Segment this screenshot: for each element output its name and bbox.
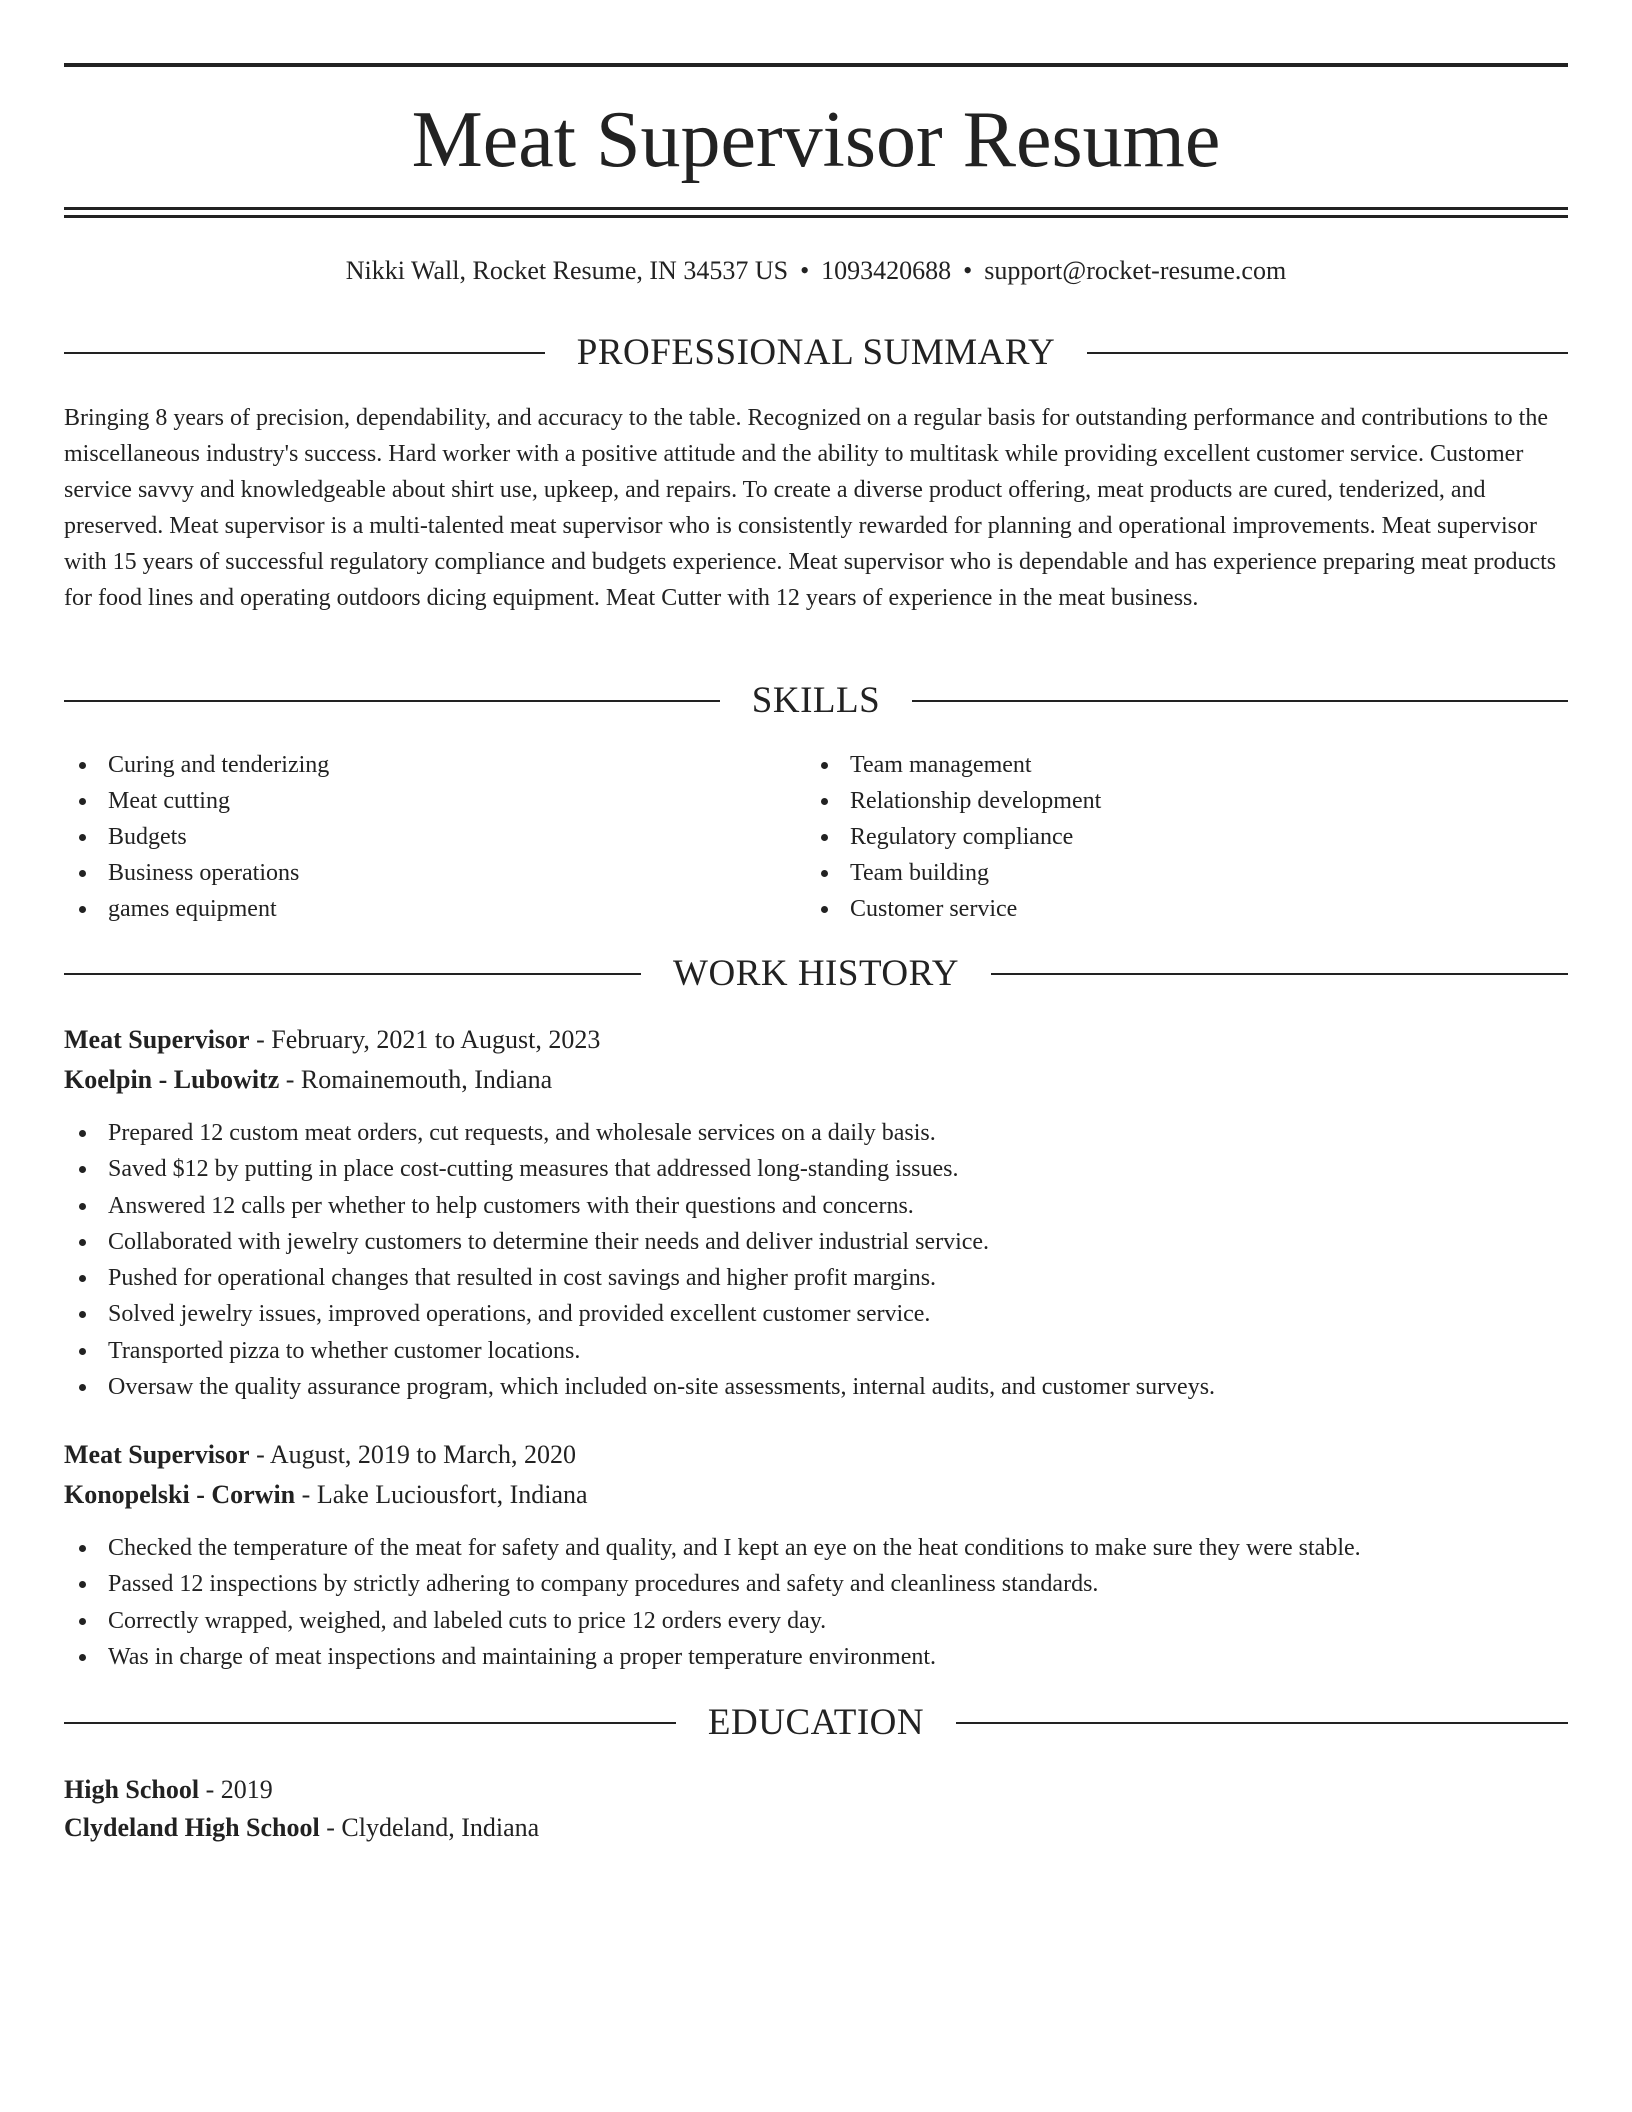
contact-address: Nikki Wall, Rocket Resume, IN 34537 US — [345, 256, 789, 285]
page-title: Meat Supervisor Resume — [411, 96, 1221, 184]
education-school: Clydeland High School — [64, 1813, 320, 1842]
contact-email: support@rocket-resume.com — [984, 256, 1287, 285]
job-bullet: Was in charge of meat inspections and maintaining a proper temperature environment. — [64, 1639, 1568, 1675]
summary-heading — [64, 331, 1568, 375]
summary-text: Bringing 8 years of precision, dependability, and accuracy to the table. Recognized on a regular basis for outstanding performance and contributions to the miscellaneous industry's success. Hard worker with a positive attitude and the ability to multitask while providing excellent customer service. Customer service savvy and knowledgeable about shirt use, upkeep, and repairs. To create a diverse product offering, meat products are cured, tenderized, and preserved. Meat supervisor is a multi-talented meat supervisor who is consistently rewarded for planning and operational improvements. Meat supervisor with 15 years of successful regulatory compliance and budgets experience. Meat supervisor who is dependable and has experience preparing meat products for food lines and operating outdoors dicing equipment. Meat Cutter with 12 years of experience in the meat business. — [64, 405, 1557, 611]
skill-item: Budgets — [64, 819, 764, 855]
job-company-line — [64, 1062, 552, 1098]
job-bullet: Saved $12 by putting in place cost-cutting measures that addressed long-standing issues. — [64, 1151, 1568, 1187]
job-title-line — [64, 1437, 576, 1473]
skill-item: Relationship development — [806, 783, 1506, 819]
education-degree-line — [64, 1772, 273, 1808]
skills-list-right — [806, 747, 1506, 927]
job-company: Konopelski - Corwin — [64, 1480, 296, 1509]
job-title: Meat Supervisor — [64, 1025, 250, 1054]
contact-separator: • — [800, 256, 810, 285]
education-heading — [64, 1701, 1568, 1745]
heading-rule — [64, 973, 641, 975]
heading-rule — [991, 973, 1568, 975]
heading-rule — [64, 1722, 676, 1724]
contact-phone: 1093420688 — [821, 256, 952, 285]
job-bullet: Correctly wrapped, weighed, and labeled cuts to price 12 orders every day. — [64, 1603, 1568, 1639]
job-bullets — [64, 1115, 1568, 1405]
job-title: Meat Supervisor — [64, 1440, 250, 1469]
job-dates: - February, 2021 to August, 2023 — [249, 1025, 601, 1054]
heading-rule — [956, 1722, 1568, 1724]
job-company-line — [64, 1477, 588, 1513]
skills-list-left — [64, 747, 764, 927]
job-dates: - August, 2019 to March, 2020 — [249, 1440, 577, 1469]
job-bullet: Answered 12 calls per whether to help customers with their questions and concerns. — [64, 1188, 1568, 1224]
skill-item: Regulatory compliance — [806, 819, 1506, 855]
skill-item: Customer service — [806, 891, 1506, 927]
title-rule-lower — [64, 215, 1568, 218]
heading-rule — [64, 700, 720, 702]
skills-heading — [64, 679, 1568, 723]
job-bullet: Transported pizza to whether customer locations. — [64, 1333, 1568, 1369]
heading-rule — [912, 700, 1568, 702]
job-bullet: Prepared 12 custom meat orders, cut requests, and wholesale services on a daily basis. — [64, 1115, 1568, 1151]
skill-item: Curing and tenderizing — [64, 747, 764, 783]
job-bullet: Passed 12 inspections by strictly adhering to company procedures and safety and cleanliness standards. — [64, 1566, 1568, 1602]
job-bullet: Solved jewelry issues, improved operations, and provided excellent customer service. — [64, 1296, 1568, 1332]
education-heading-label: EDUCATION — [707, 1702, 925, 1743]
skills-heading-label: SKILLS — [751, 680, 881, 721]
education-year: - 2019 — [199, 1775, 273, 1804]
job-location: - Lake Luciousfort, Indiana — [295, 1480, 588, 1509]
job-bullets — [64, 1530, 1568, 1675]
top-rule — [64, 63, 1568, 67]
skill-item: Meat cutting — [64, 783, 764, 819]
heading-rule — [1087, 352, 1568, 354]
education-degree: High School — [64, 1775, 200, 1804]
contact-line — [64, 253, 1568, 289]
work-heading-label: WORK HISTORY — [673, 953, 959, 994]
skill-item: Business operations — [64, 855, 764, 891]
work-heading — [64, 952, 1568, 996]
skill-item: games equipment — [64, 891, 764, 927]
job-bullet: Collaborated with jewelry customers to determine their needs and deliver industrial service. — [64, 1224, 1568, 1260]
heading-rule — [64, 352, 545, 354]
skill-item: Team building — [806, 855, 1506, 891]
skill-item: Team management — [806, 747, 1506, 783]
job-bullet: Pushed for operational changes that resulted in cost savings and higher profit margins. — [64, 1260, 1568, 1296]
education-location: - Clydeland, Indiana — [319, 1813, 540, 1842]
job-bullet: Checked the temperature of the meat for safety and quality, and I kept an eye on the heat conditions to make sure they were stable. — [64, 1530, 1568, 1566]
summary-heading-label: PROFESSIONAL SUMMARY — [576, 332, 1056, 373]
education-school-line — [64, 1810, 539, 1846]
title-rule-upper — [64, 207, 1568, 210]
job-bullet: Oversaw the quality assurance program, which included on-site assessments, internal audits, and customer surveys. — [64, 1369, 1568, 1405]
job-company: Koelpin - Lubowitz — [64, 1065, 280, 1094]
job-title-line — [64, 1022, 600, 1058]
contact-separator: • — [963, 256, 973, 285]
job-location: - Romainemouth, Indiana — [279, 1065, 553, 1094]
